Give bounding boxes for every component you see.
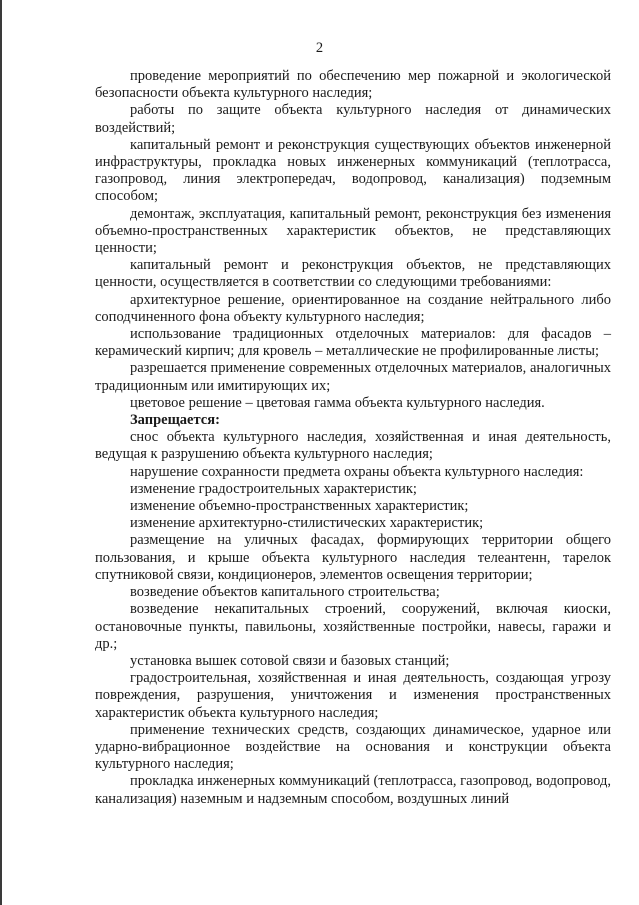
paragraph: градостроительная, хозяйственная и иная деятельность, создающая угрозу повреждения, разрушения, уничтожения и изменения пространственных характеристик объекта культурного наследия;: [95, 670, 611, 721]
paragraph: нарушение сохранности предмета охраны объекта культурного наследия:: [130, 463, 584, 480]
paragraph: установка вышек сотовой связи и базовых станций;: [130, 652, 450, 669]
paragraph: снос объекта культурного наследия, хозяйственная и иная деятельность, ведущая к разрушению объекта культурного наследия;: [95, 429, 611, 463]
paragraph: возведение объектов капитального строительства;: [130, 584, 440, 601]
page-edge-line: [0, 0, 2, 905]
section-heading: Запрещается:: [130, 412, 220, 429]
paragraph: работы по защите объекта культурного наследия от динамических воздействий;: [95, 102, 611, 136]
paragraph: капитальный ремонт и реконструкция существующих объектов инженерной инфраструктуры, прокладка новых инженерных коммуникаций (теплотрасса, газопровод, линия электропередач, водопровод, канализация) подземным способом;: [95, 136, 611, 205]
paragraph: капитальный ремонт и реконструкция объектов, не представляющих ценности, осуществляется в соответствии со следующими требованиями:: [95, 257, 611, 291]
paragraph: цветовое решение – цветовая гамма объекта культурного наследия.: [130, 394, 545, 411]
paragraph: проведение мероприятий по обеспечению мер пожарной и экологической безопасности объекта культурного наследия;: [95, 68, 611, 102]
paragraph: возведение некапитальных строений, сооружений, включая киоски, остановочные пункты, павильоны, хозяйственные постройки, навесы, гаражи и др.;: [95, 601, 611, 652]
paragraph: применение технических средств, создающих динамическое, ударное или ударно-вибрационное воздействие на основания и конструкции объекта культурного наследия;: [95, 721, 611, 773]
paragraph: использование традиционных отделочных материалов: для фасадов – керамический кирпич; для кровель – металлические не профилированные листы;: [95, 326, 611, 360]
page-number: 2: [315, 40, 324, 56]
paragraph: изменение объемно-пространственных характеристик;: [130, 498, 469, 515]
paragraph: изменение градостроительных характеристик;: [130, 480, 417, 497]
paragraph: прокладка инженерных коммуникаций (теплотрасса, газопровод, водопровод, канализация) наземным и надземным способом, воздушных линий: [95, 773, 611, 807]
paragraph: архитектурное решение, ориентированное на создание нейтрального либо соподчиненного фона объекту культурного наследия;: [95, 291, 611, 325]
paragraph: разрешается применение современных отделочных материалов, аналогичных традиционным или имитирующих их;: [95, 360, 611, 394]
paragraph: изменение архитектурно-стилистических характеристик;: [130, 515, 484, 532]
paragraph: размещение на уличных фасадах, формирующих территории общего пользования, и крыше объекта культурного наследия телеантенн, тарелок спутниковой связи, кондиционеров, элементов освещения территории;: [95, 532, 611, 583]
document-body: [95, 68, 611, 808]
paragraph: демонтаж, эксплуатация, капитальный ремонт, реконструкция без изменения объемно-пространственных характеристик объектов, не представляющих ценности;: [95, 205, 611, 257]
